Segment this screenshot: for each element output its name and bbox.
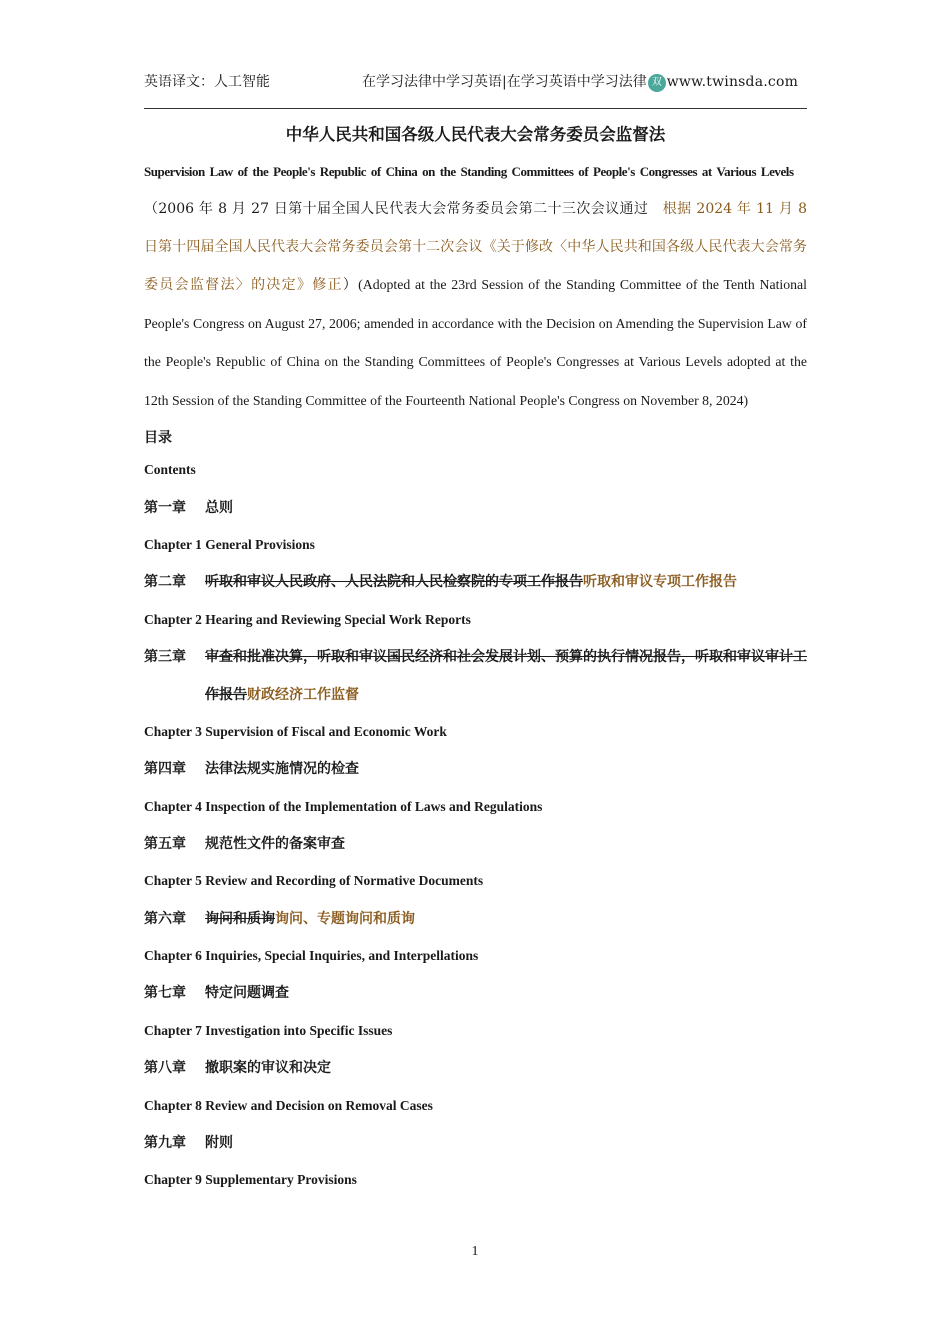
toc-chapter-6-en: Chapter 6 Inquiries, Special Inquiries, and Interpellations: [144, 948, 479, 963]
toc-chapter-title: 规范性文件的备案审查: [205, 836, 345, 852]
toc-chapter-title: 撤职案的审议和决定: [205, 1060, 331, 1076]
header-center-text: 在学习法律中学习英语|在学习英语中学习法律: [362, 74, 647, 90]
toc-chapter-4-zh: [144, 751, 807, 789]
toc-chapter-number: 第一章: [144, 500, 186, 516]
header-divider: [144, 108, 807, 109]
toc-chapter-6-zh: [144, 901, 807, 939]
adoption-note-amendment: 根据 2024 年 11 月 8 日第十四届全国人民代表大会常务委员会第十二次会议《关于修改〈中华人民共和国各级人民代表大会常务委员会监督法〉的决定》修正: [144, 201, 807, 293]
header-left-text: 英语译文：人工智能: [144, 74, 270, 90]
toc-chapter-title-wrap: [205, 639, 807, 714]
toc-chapter-title-wrap: [205, 901, 807, 939]
twinsda-logo-icon: 双: [648, 74, 666, 92]
toc-chapter-title: 附则: [205, 1135, 233, 1151]
toc-chapter-5-en: Chapter 5 Review and Recording of Normative Documents: [144, 873, 484, 888]
toc-chapter-number: 第二章: [144, 574, 186, 590]
header-tagline: [362, 70, 798, 94]
toc-deleted-text: 审查和批准决算，听取和审议国民经济和社会发展计划、预算的执行情况报告，听取和审议审计工作报告: [205, 649, 807, 703]
adoption-note-english: (Adopted at the 23rd Session of the Standing Committee of the Tenth National People's Congress on August 27, 2006; amended in accordance with the Decision on Amending the Supervision Law of the People's Republic of China on the Standing Committees of People's Congresses at Various Levels adopted at the 12th Session of the Standing Committee of the Fourteenth National People's Congress on November 8, 2024): [144, 277, 807, 408]
toc-chapter-title: 法律法规实施情况的检查: [205, 761, 359, 777]
toc-amended-text: 财政经济工作监督: [247, 686, 359, 703]
toc-chapter-number: 第八章: [144, 1060, 186, 1076]
document-subtitle: Supervision Law of the People's Republic of China on the Standing Committees of People's Congresses at Various Levels: [144, 164, 794, 179]
adoption-note-prefix: （2006 年 8 月 27 日第十届全国人民代表大会常务委员会第二十三次会议通过: [144, 201, 663, 217]
toc-chapter-8-en: Chapter 8 Review and Decision on Removal Cases: [144, 1098, 433, 1113]
contents-heading-en: Contents: [144, 462, 196, 477]
toc-chapter-7-zh: [144, 975, 807, 1013]
toc-chapter-title-wrap: [205, 564, 807, 602]
toc-chapter-3-en: Chapter 3 Supervision of Fiscal and Economic Work: [144, 724, 447, 739]
toc-chapter-number: 第四章: [144, 761, 186, 777]
toc-chapter-7-en: Chapter 7 Investigation into Specific Issues: [144, 1023, 393, 1038]
toc-deleted-text: 听取和审议人民政府、人民法院和人民检察院的专项工作报告: [205, 574, 583, 590]
adoption-note-close: ）: [342, 277, 359, 293]
toc-chapter-number: 第九章: [144, 1135, 186, 1151]
page-header: [144, 70, 807, 94]
toc-chapter-title: 总则: [205, 500, 233, 516]
header-url[interactable]: www.twinsda.com: [666, 74, 799, 90]
toc-chapter-2-en: Chapter 2 Hearing and Reviewing Special Work Reports: [144, 612, 471, 627]
adoption-note: [144, 191, 807, 420]
toc-chapter-number: 第七章: [144, 985, 186, 1001]
toc-chapter-2-zh: [144, 564, 807, 602]
document-title: 中华人民共和国各级人民代表大会常务委员会监督法: [285, 125, 666, 144]
contents-heading-zh: 目录: [144, 430, 172, 446]
toc-amended-text: 询问、专题询问和质询: [275, 911, 415, 927]
toc-chapter-9-zh: [144, 1125, 807, 1163]
toc-chapter-1-en: Chapter 1 General Provisions: [144, 537, 315, 552]
toc-deleted-text: 询问和质询: [205, 911, 275, 927]
toc-chapter-9-en: Chapter 9 Supplementary Provisions: [144, 1172, 357, 1187]
toc-chapter-number: 第六章: [144, 911, 186, 927]
toc-chapter-number: 第三章: [144, 649, 186, 665]
toc-chapter-4-en: Chapter 4 Inspection of the Implementation of Laws and Regulations: [144, 799, 543, 814]
page-number: 1: [471, 1244, 479, 1259]
toc-chapter-number: 第五章: [144, 836, 186, 852]
toc-chapter-title: 特定问题调查: [205, 985, 289, 1001]
toc-chapter-3-zh: [144, 639, 807, 714]
toc-amended-text: 听取和审议专项工作报告: [583, 574, 737, 590]
toc-chapter-8-zh: [144, 1050, 807, 1088]
toc-chapter-5-zh: [144, 826, 807, 864]
toc-chapter-1-zh: [144, 490, 807, 528]
